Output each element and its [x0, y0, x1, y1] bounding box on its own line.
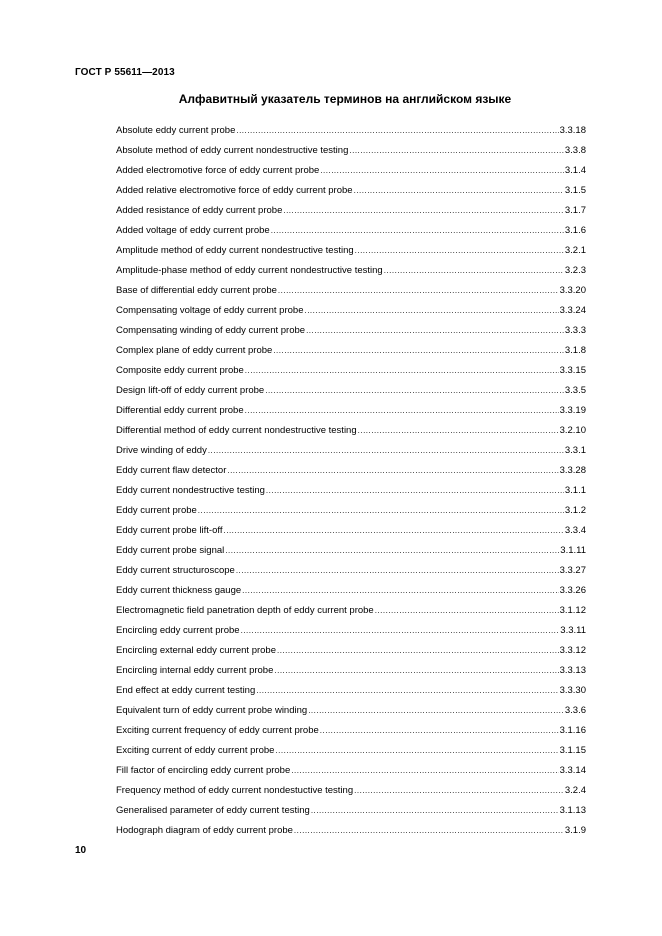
index-entry-reference: 3.3.3: [564, 324, 586, 336]
index-entry: [116, 240, 586, 260]
index-entry-term: Encircling external eddy current probe: [116, 644, 277, 656]
index-entry: [116, 180, 586, 200]
index-entry-reference: 3.1.5: [564, 184, 586, 196]
index-entry-reference: 3.3.11: [560, 624, 586, 636]
index-entry-term: End effect at eddy current testing: [116, 684, 256, 696]
dot-leader: [245, 365, 559, 375]
dot-leader: [384, 265, 564, 275]
dot-leader: [311, 805, 559, 815]
dot-leader: [320, 725, 559, 735]
index-entry-reference: 3.3.12: [559, 644, 586, 656]
index-entry: [116, 360, 586, 380]
index-entry-reference: 3.3.18: [559, 124, 586, 136]
dot-leader: [265, 385, 564, 395]
dot-leader: [245, 405, 559, 415]
dot-leader: [236, 565, 559, 575]
index-entry-term: Eddy current probe signal: [116, 544, 225, 556]
index-entry: [116, 520, 586, 540]
index-entry-reference: 3.1.7: [564, 204, 586, 216]
index-entry-term: Eddy current probe: [116, 504, 197, 516]
index-entry-term: Absolute eddy current probe: [116, 124, 236, 136]
dot-leader: [277, 645, 559, 655]
index-entry-reference: 3.3.27: [559, 564, 586, 576]
index-entry: [116, 740, 586, 760]
index-entry-reference: 3.3.26: [559, 584, 586, 596]
dot-leader: [291, 765, 558, 775]
index-entry-reference: 3.3.15: [559, 364, 586, 376]
index-entry-term: Frequency method of eddy current nondestuctive testing: [116, 784, 354, 796]
index-entry-reference: 3.1.4: [564, 164, 586, 176]
index-entry-term: Added resistance of eddy current probe: [116, 204, 283, 216]
dot-leader: [275, 745, 558, 755]
dot-leader: [278, 285, 559, 295]
index-entry-term: Eddy current probe lift-off: [116, 524, 223, 536]
index-entry-term: Compensating voltage of eddy current probe: [116, 304, 304, 316]
index-entry-reference: 3.3.20: [559, 284, 586, 296]
index-entry-reference: 3.1.2: [564, 504, 586, 516]
index-entry-reference: 3.1.12: [559, 604, 586, 616]
index-entry: [116, 280, 586, 300]
index-entry-term: Amplitude method of eddy current nondestructive testing: [116, 244, 354, 256]
index-entry: [116, 720, 586, 740]
term-index-list: [116, 120, 586, 840]
index-entry-term: Amplitude-phase method of eddy current nondestructive testing: [116, 264, 383, 276]
dot-leader: [306, 325, 564, 335]
index-entry-reference: 3.2.1: [564, 244, 586, 256]
index-entry-term: Added voltage of eddy current probe: [116, 224, 270, 236]
index-entry: [116, 380, 586, 400]
index-entry-term: Eddy current thickness gauge: [116, 584, 242, 596]
dot-leader: [294, 825, 564, 835]
index-entry-term: Generalised parameter of eddy current testing: [116, 804, 310, 816]
index-entry: [116, 640, 586, 660]
index-entry: [116, 440, 586, 460]
index-entry-reference: 3.1.8: [564, 344, 586, 356]
dot-leader: [271, 225, 564, 235]
index-entry: [116, 600, 586, 620]
index-entry-term: Eddy current structuroscope: [116, 564, 235, 576]
dot-leader: [358, 425, 559, 435]
index-entry-reference: 3.1.1: [564, 484, 586, 496]
index-entry-reference: 3.3.8: [564, 144, 586, 156]
dot-leader: [320, 165, 564, 175]
index-entry: [116, 260, 586, 280]
index-entry-term: Complex plane of eddy current probe: [116, 344, 273, 356]
index-entry: [116, 660, 586, 680]
index-entry-term: Eddy current flaw detector: [116, 464, 227, 476]
index-entry-term: Encircling internal eddy current probe: [116, 664, 274, 676]
dot-leader: [198, 505, 564, 515]
index-entry-term: Eddy current nondestructive testing: [116, 484, 265, 496]
dot-leader: [308, 705, 564, 715]
dot-leader: [225, 545, 559, 555]
index-entry: [116, 400, 586, 420]
page-number: 10: [75, 845, 87, 856]
dot-leader: [355, 245, 564, 255]
index-entry: [116, 800, 586, 820]
index-entry-reference: 3.3.19: [559, 404, 586, 416]
index-entry: [116, 140, 586, 160]
document-code: ГОСТ Р 55611—2013: [75, 67, 175, 78]
index-entry-term: Composite eddy current probe: [116, 364, 244, 376]
index-entry: [116, 300, 586, 320]
index-entry-term: Exciting current frequency of eddy current probe: [116, 724, 319, 736]
dot-leader: [283, 205, 564, 215]
index-entry-term: Compensating winding of eddy current probe: [116, 324, 306, 336]
index-entry-term: Hodograph diagram of eddy current probe: [116, 824, 293, 836]
index-entry: [116, 580, 586, 600]
dot-leader: [354, 185, 564, 195]
index-entry: [116, 700, 586, 720]
index-entry-reference: 3.1.11: [560, 544, 586, 556]
dot-leader: [375, 605, 559, 615]
index-entry-reference: 3.3.5: [564, 384, 586, 396]
index-entry: [116, 620, 586, 640]
index-entry-reference: 3.2.10: [559, 424, 586, 436]
index-entry: [116, 820, 586, 840]
index-entry-reference: 3.1.15: [559, 744, 586, 756]
index-entry-term: Drive winding of eddy: [116, 444, 207, 456]
dot-leader: [242, 585, 558, 595]
section-title: Алфавитный указатель терминов на английском языке: [178, 92, 512, 106]
index-entry-reference: 3.1.9: [564, 824, 586, 836]
index-entry-term: Electromagnetic field panetration depth of eddy current probe: [116, 604, 374, 616]
dot-leader: [241, 625, 560, 635]
index-entry-reference: 3.3.24: [559, 304, 586, 316]
index-entry: [116, 480, 586, 500]
index-entry: [116, 500, 586, 520]
index-entry-term: Base of differential eddy current probe: [116, 284, 277, 296]
index-entry-reference: 3.3.1: [564, 444, 586, 456]
dot-leader: [274, 665, 558, 675]
dot-leader: [256, 685, 558, 695]
index-entry: [116, 760, 586, 780]
index-entry: [116, 120, 586, 140]
index-entry: [116, 420, 586, 440]
index-entry: [116, 200, 586, 220]
dot-leader: [236, 125, 558, 135]
index-entry-reference: 3.1.16: [559, 724, 586, 736]
index-entry-reference: 3.3.13: [559, 664, 586, 676]
index-entry-term: Absolute method of eddy current nondestructive testing: [116, 144, 349, 156]
index-entry-reference: 3.2.4: [564, 784, 586, 796]
dot-leader: [266, 485, 564, 495]
index-entry-reference: 3.3.30: [559, 684, 586, 696]
index-entry-reference: 3.3.28: [559, 464, 586, 476]
index-entry: [116, 220, 586, 240]
index-entry: [116, 780, 586, 800]
index-entry-term: Design lift-off of eddy current probe: [116, 384, 265, 396]
index-entry-reference: 3.1.13: [559, 804, 586, 816]
dot-leader: [349, 145, 563, 155]
index-entry-term: Encircling eddy current probe: [116, 624, 240, 636]
index-entry-reference: 3.3.14: [559, 764, 586, 776]
index-entry-reference: 3.2.3: [564, 264, 586, 276]
index-entry-term: Differential eddy current probe: [116, 404, 244, 416]
dot-leader: [208, 445, 564, 455]
index-entry: [116, 460, 586, 480]
dot-leader: [273, 345, 564, 355]
index-entry: [116, 160, 586, 180]
dot-leader: [227, 465, 558, 475]
dot-leader: [224, 525, 564, 535]
dot-leader: [304, 305, 558, 315]
index-entry-term: Added electromotive force of eddy current probe: [116, 164, 320, 176]
index-entry: [116, 320, 586, 340]
index-entry: [116, 560, 586, 580]
index-entry-term: Equivalent turn of eddy current probe winding: [116, 704, 308, 716]
dot-leader: [354, 785, 564, 795]
index-entry: [116, 540, 586, 560]
index-entry-reference: 3.3.6: [564, 704, 586, 716]
index-entry-reference: 3.1.6: [564, 224, 586, 236]
index-entry: [116, 340, 586, 360]
index-entry-reference: 3.3.4: [564, 524, 586, 536]
index-entry-term: Fill factor of encircling eddy current probe: [116, 764, 291, 776]
index-entry-term: Added relative electromotive force of eddy current probe: [116, 184, 353, 196]
index-entry-term: Differential method of eddy current nondestructive testing: [116, 424, 357, 436]
index-entry-term: Exciting current of eddy current probe: [116, 744, 275, 756]
index-entry: [116, 680, 586, 700]
